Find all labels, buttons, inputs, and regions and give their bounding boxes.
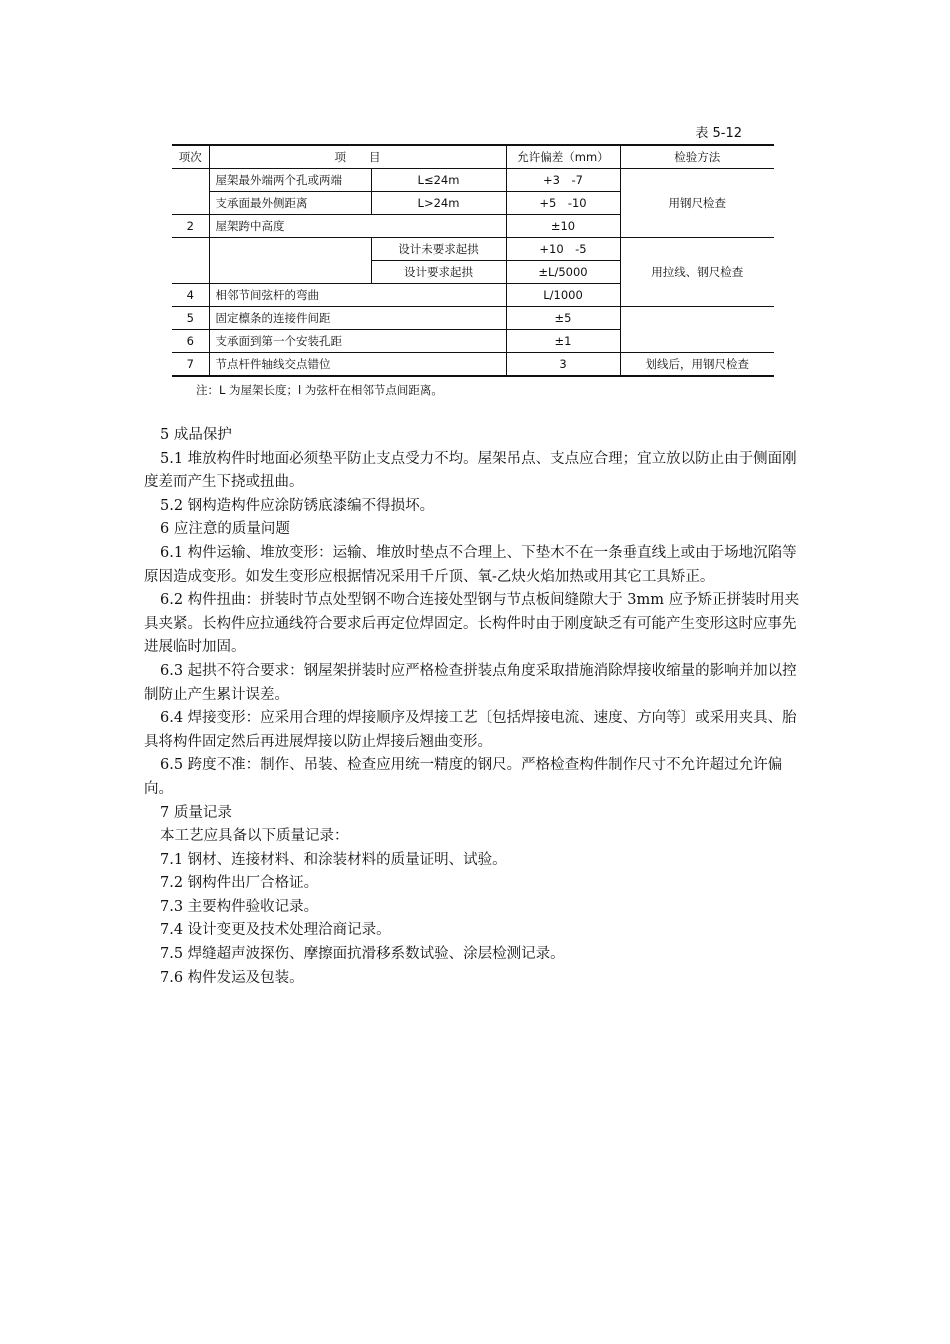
paragraph: 6.4 焊接变形：应采用合理的焊接顺序及焊接工艺〔包括焊接电流、速度、方向等〕或采用夹具、胎具将构件固定然后再进展焊接以防止焊接后翘曲变形。 bbox=[144, 710, 797, 750]
list-item: 7.2 钢构件出厂合格证。 bbox=[160, 875, 319, 892]
paragraph: 5.1 堆放构件时地面必须垫平防止支点受力不均。屋架吊点、支点应合理；宜立放以防止由于侧面刚度差而产生下挠或扭曲。 bbox=[144, 450, 797, 491]
tolerance-cell: ±1 bbox=[506, 330, 620, 353]
item-cell bbox=[209, 238, 371, 284]
tolerance-cell: +3 -7 bbox=[506, 169, 620, 192]
tolerance-cell: ±L/5000 bbox=[506, 261, 620, 284]
header-tolerance: 允许偏差（mm） bbox=[506, 145, 620, 169]
method-cell bbox=[620, 307, 774, 353]
list-item: 7.3 主要构件验收记录。 bbox=[160, 898, 319, 915]
section-heading: 6 应注意的质量问题 bbox=[160, 521, 290, 538]
tolerance-table bbox=[172, 144, 774, 377]
paragraph: 本工艺应具备以下质量记录： bbox=[160, 828, 349, 845]
paragraph: 6.1 构件运输、堆放变形：运输、堆放时垫点不合理上、下垫木不在一条垂直线上或由于场地沉陷等原因造成变形。如发生变形应根据情况采用千斤顶、氧-乙炔火焰加热或用其它工具矫正。 bbox=[144, 544, 797, 585]
row-no-cell: 7 bbox=[172, 353, 209, 377]
row-no-cell: 6 bbox=[172, 330, 209, 353]
table-header-row bbox=[172, 145, 774, 169]
list-item: 7.5 焊缝超声波探伤、摩擦面抗滑移系数试验、涂层检测记录。 bbox=[160, 946, 565, 963]
list-item: 7.4 设计变更及技术处理洽商记录。 bbox=[160, 922, 391, 939]
item-cell: 相邻节间弦杆的弯曲 bbox=[209, 284, 506, 307]
item-cell: 支承面最外侧距离 bbox=[209, 192, 371, 215]
tolerance-cell: +10 -5 bbox=[506, 238, 620, 261]
method-cell: 用拉线、钢尺检查 bbox=[620, 238, 774, 307]
item-cell: 屋架跨中高度 bbox=[209, 215, 506, 238]
row-no-cell bbox=[172, 169, 209, 215]
table-row bbox=[172, 169, 774, 192]
tolerance-table-block bbox=[172, 124, 774, 398]
list-item: 7.6 构件发运及包装。 bbox=[160, 969, 304, 986]
document-body bbox=[144, 424, 808, 990]
condition-cell: L>24m bbox=[371, 192, 506, 215]
paragraph: 6.2 构件扭曲：拼装时节点处型钢不吻合连接处型钢与节点板间缝隙大于 3mm 应予矫正拼装时用夹具夹紧。长构件应拉通线符合要求后再定位焊固定。长构件时由于刚度缺乏有可能产生变形这时应事先进展临时加固。 bbox=[144, 592, 800, 656]
paragraph: 6.3 起拱不符合要求：钢屋架拼装时应严格检查拼装点角度采取措施消除焊接收缩量的影响并加以控制防止产生累计误差。 bbox=[144, 662, 797, 703]
tolerance-cell: ±5 bbox=[506, 307, 620, 330]
row-no-cell: 2 bbox=[172, 215, 209, 238]
method-cell: 划线后，用钢尺检查 bbox=[620, 353, 774, 377]
header-no: 项次 bbox=[172, 145, 209, 169]
item-cell: 节点杆件轴线交点错位 bbox=[209, 353, 506, 377]
condition-cell: 设计未要求起拱 bbox=[371, 238, 506, 261]
section-heading: 5 成品保护 bbox=[160, 427, 232, 443]
header-item: 项 目 bbox=[209, 145, 506, 169]
tolerance-cell: +5 -10 bbox=[506, 192, 620, 215]
item-cell: 屋架最外端两个孔或两端 bbox=[209, 169, 371, 192]
tolerance-cell: 3 bbox=[506, 353, 620, 377]
row-no-cell: 5 bbox=[172, 307, 209, 330]
list-item: 7.1 钢材、连接材料、和涂装材料的质量证明、试验。 bbox=[160, 851, 507, 868]
condition-cell: 设计要求起拱 bbox=[371, 261, 506, 284]
tolerance-cell: L/1000 bbox=[506, 284, 620, 307]
item-cell: 固定檩条的连接件间距 bbox=[209, 307, 506, 330]
table-note: 注：L 为屋架长度；l 为弦杆在相邻节点间距离。 bbox=[196, 383, 443, 397]
condition-cell: L≤24m bbox=[371, 169, 506, 192]
table-caption: 表 5-12 bbox=[695, 126, 742, 141]
table-row bbox=[172, 307, 774, 330]
item-cell: 支承面到第一个安装孔距 bbox=[209, 330, 506, 353]
row-no-cell bbox=[172, 238, 209, 284]
table-row bbox=[172, 238, 774, 261]
paragraph: 6.5 跨度不准：制作、吊装、检查应用统一精度的钢尺。严格检查构件制作尺寸不允许超过允许偏向。 bbox=[144, 757, 783, 797]
method-cell: 用钢尺检查 bbox=[620, 169, 774, 238]
row-no-cell: 4 bbox=[172, 284, 209, 307]
paragraph: 5.2 钢构造构件应涂防锈底漆编不得损坏。 bbox=[160, 497, 435, 514]
tolerance-cell: ±10 bbox=[506, 215, 620, 238]
section-heading: 7 质量记录 bbox=[160, 804, 232, 821]
header-method: 检验方法 bbox=[620, 145, 774, 169]
table-row bbox=[172, 353, 774, 377]
